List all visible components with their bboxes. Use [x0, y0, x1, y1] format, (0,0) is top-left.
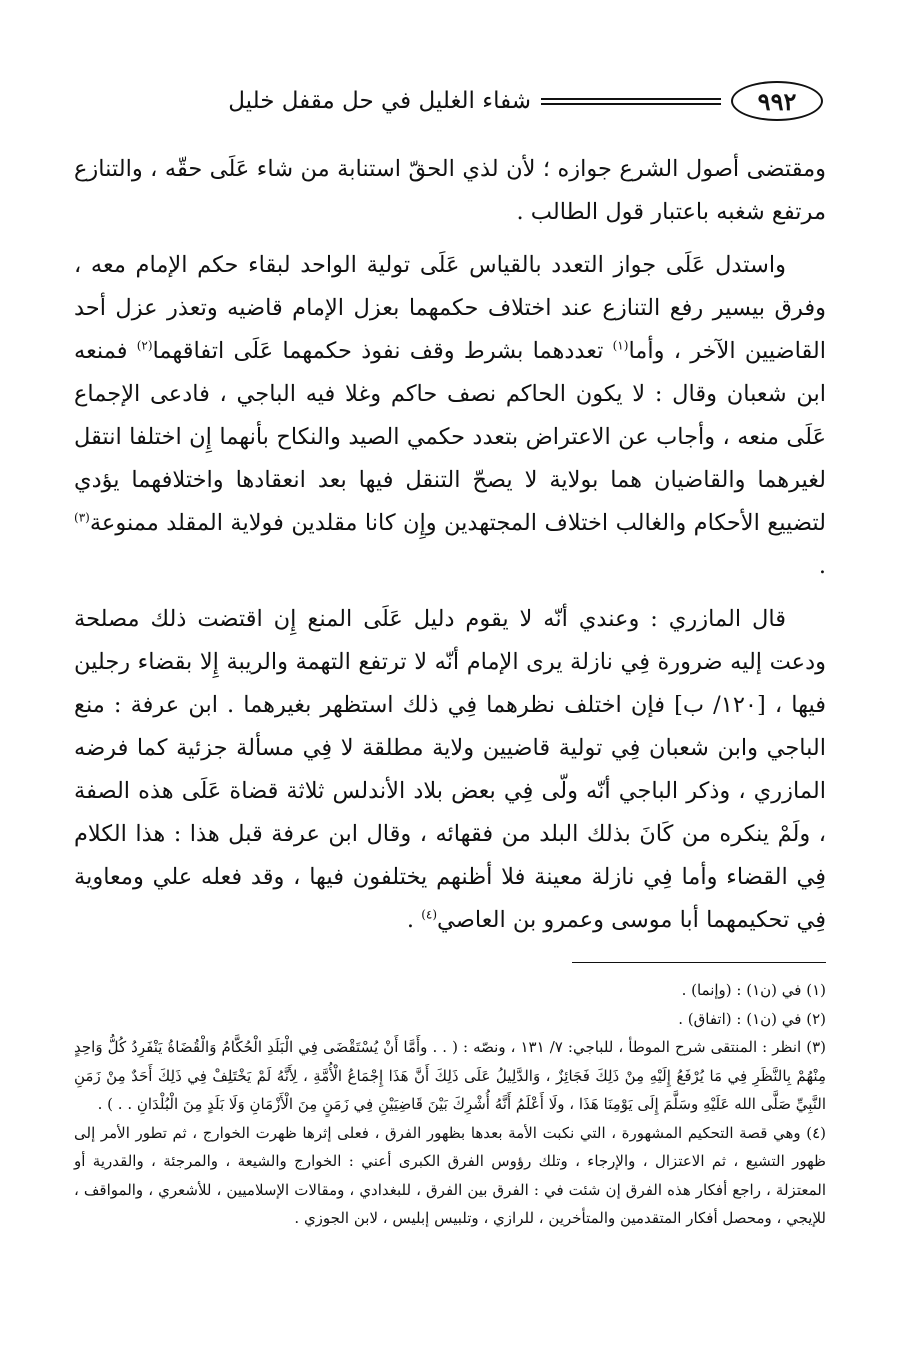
paragraph-1: ومقتضى أصول الشرع جوازه ؛ لأن لذي الحقّ استنابة من شاء عَلَى حقّه ، والتنازع مرتفع شغبه باعتبار قول الطالب . — [74, 156, 826, 225]
footnote-ref-3[interactable]: (٣) — [74, 510, 90, 525]
footnote-3: (٣) انظر : المنتقى شرح الموطأ ، للباجي: ٧/ ١٣١ ، ونصّه : ( . . وأَمَّا أَنْ يُسْتَقْضَى فِي الْبَلَدِ الْحُكَّامُ وَالْقُضَاةُ يَنْفَرِدُ كُلُّ وَاحِدٍ مِنْهُمْ بِالنَّظَرِ فِي مَا يُرْفَعُ إِلَيْهِ مِنْ ذَلِكَ فَجَائِزٌ ، وَالدَّلِيلُ عَلَى ذَلِكَ أَنَّ هَذَا إِجْمَاعُ الْأُمَّةِ ، لِأَنَّهُ لَمْ يَخْتَلِفْ فِي ذَلِكَ أَحَدٌ مِنْ زَمَنِ النَّبِيِّ صَلَّى الله عَلَيْهِ وسَلَّمَ إِلَى يَوْمِنَا هَذَا ، ولَا أَعْلَمُ أَنَّهُ أُشْرِكَ بَيْنَ قَاضِيَيْنِ فِي زَمَنٍ مِنَ الْأَزْمَانِ وَلَا بَلَدٍ مِنَ الْبُلْدَانِ . . ) . — [74, 1038, 826, 1113]
footnotes — [74, 976, 826, 1233]
paragraph-2-part-c: فمنعه ابن شعبان وقال : لا يكون الحاكم نصف حاكم وغلا فيه الباجي ، فادعى الإجماع عَلَى منعه ، وأجاب عن الاعتراض بتعدد حكمي الصيد والنكاح بأنهما إِن اختلفا انتقل لغيرهما والقاضيان هما بولاية لا يصحّ التنقل فيها بعد انعقادها واختلافهما يؤدي لتضييع الأحكام والغالب اختلاف المجتهدين وإِن كانا مقلدين فولاية المقلد ممنوعة — [74, 338, 826, 536]
footnote-1: (١) في (ن١) : (وإنما) . — [681, 981, 826, 999]
paragraph-2-part-d: . — [818, 553, 826, 579]
paragraph-2-part-b: تعددهما بشرط وقف نفوذ حكمهما عَلَى اتفاقهما — [152, 338, 613, 364]
paragraph-2 — [74, 244, 826, 588]
paragraph-2-part-a: واستدل عَلَى جواز التعدد بالقياس عَلَى تولية الواحد لبقاء حكم الإمام معه ، وفرق بيسير رفع التنازع عند اختلاف حكمهما بعزل الإمام قاضيه وتعذر عزل أحد القاضيين الآخر ، وأما — [74, 252, 827, 364]
footnote-ref-1[interactable]: (١) — [612, 338, 629, 353]
footnote-4: (٤) وهي قصة التحكيم المشهورة ، التي نكبت الأمة بعدها بظهور الفرق ، فعلى إثرها ظهرت الخوارج ، ثم تطور الأمر إلى ظهور التشيع ، ثم الاعتزال ، والإرجاء ، وتلك رؤوس الفرق الكبرى أعني : الخوارج والشيعة ، والمرجئة ، والقدرية أو المعتزلة ، راجع أفكار هذه الفرق إن شئت في : الفرق بين الفرق ، للبغدادي ، ومقالات الإسلاميين ، للأشعري ، والمواقف ، للإيجي ، ومحصل أفكار المتقدمين والمتأخرين ، للرازي ، وتلبيس إبليس ، لابن الجوزي . — [74, 1123, 826, 1227]
page-number: ٩٩٢ — [731, 81, 823, 121]
paragraph-3-part-b: . — [406, 907, 422, 933]
footnote-ref-2[interactable]: (٢) — [136, 338, 153, 353]
page-header — [58, 76, 823, 126]
running-title: شفاء الغليل في حل مقفل خليل — [228, 88, 531, 114]
footnote-separator — [572, 962, 826, 963]
main-text — [74, 148, 826, 942]
paragraph-3-part-a: قال المازري : وعندي أنّه لا يقوم دليل عَلَى المنع إِن اقتضت ذلك مصلحة ودعت إليه ضرورة فِي نازلة يرى الإمام أنّه لا ترتفع التهمة والريبة إِلا بقضاء رجلين فيها ، [١٢٠/ ب] فإن اختلف نظرهما فِي ذلك استظهر بغيرهما . ابن عرفة : منع الباجي وابن شعبان فِي تولية قاضيين ولاية مطلقة لا فِي مسألة جزئية كما فرضه المازري ، وذكر الباجي أنّه ولّى فِي بعض بلاد الأندلس ثلاثة قضاة عَلَى هذه الصفة ، ولَمْ ينكره من كَانَ بذلك البلد من فقهائه ، وقال ابن عرفة قبل هذا : هذا الكلام فِي القضاء وأما فِي نازلة معينة فلا أظنهم يختلفون فيها ، وقد فعله علي ومعاوية فِي تحكيمهما أبا موسى وعمرو بن العاصي — [74, 606, 826, 933]
footnote-2: (٢) في (ن١) : (اتفاق) . — [678, 1009, 826, 1028]
paragraph-3 — [74, 598, 826, 942]
header-rule — [541, 98, 721, 105]
footnote-ref-4[interactable]: (٤) — [421, 907, 438, 922]
